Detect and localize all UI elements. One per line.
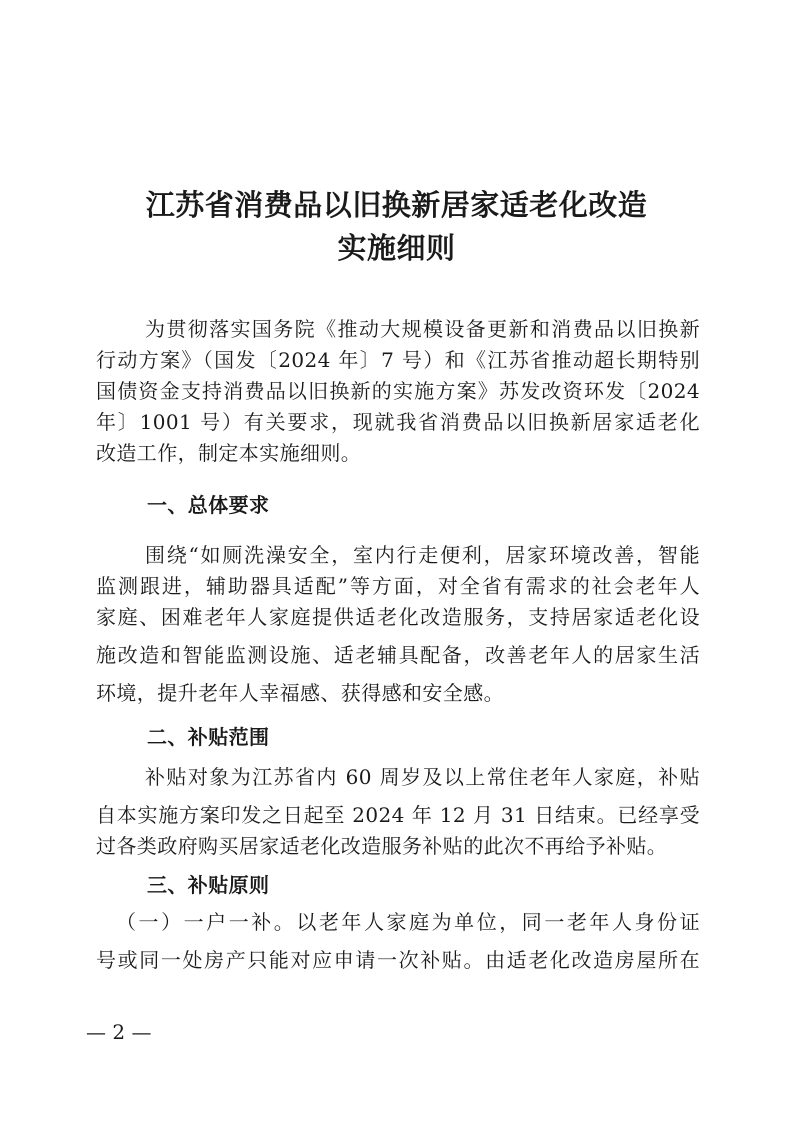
body-line: （一）一户一补。以老年人家庭为单位，同一老年人身份证 [116, 910, 700, 934]
body-line: 围绕“如厕洗澡安全，室内行走便利，居家环境改善，智能 [145, 543, 700, 567]
section-heading-subsidy-principles: 三、补贴原则 [147, 873, 270, 897]
page-number: — 2 — [86, 1020, 152, 1044]
intro-line: 国债资金支持消费品以旧换新的实施方案》苏发改资环发〔2024 [96, 379, 700, 403]
intro-line: 行动方案》（国发〔2024 年〕7 号）和《江苏省推动超长期特别 [96, 348, 700, 372]
body-line: 家庭、困难老年人家庭提供适老化改造服务，支持居家适老化设 [96, 605, 700, 629]
section-heading-subsidy-scope: 二、补贴范围 [147, 725, 270, 749]
section-heading-general-requirements: 一、总体要求 [147, 493, 270, 517]
intro-line: 为贯彻落实国务院《推动大规模设备更新和消费品以旧换新 [145, 317, 700, 341]
body-line: 补贴对象为江苏省内 60 周岁及以上常住老年人家庭，补贴 [145, 765, 700, 789]
body-line: 施改造和智能监测设施、适老辅具配备，改善老年人的居家生活 [96, 643, 700, 667]
body-line: 号或同一处房产只能对应申请一次补贴。由适老化改造房屋所在 [96, 948, 700, 972]
intro-line: 改造工作，制定本实施细则。 [96, 441, 362, 465]
document-title-line-2: 实施细则 [337, 231, 456, 265]
intro-line: 年〕1001 号）有关要求，现就我省消费品以旧换新居家适老化 [96, 410, 700, 434]
body-line: 环境，提升老年人幸福感、获得感和安全感。 [96, 681, 504, 705]
body-line: 自本实施方案印发之日起至 2024 年 12 月 31 日结束。已经享受 [96, 803, 700, 827]
document-title-line-1: 江苏省消费品以旧换新居家适老化改造 [145, 188, 648, 222]
body-line: 过各类政府购买居家适老化改造服务补贴的此次不再给予补贴。 [96, 834, 668, 858]
body-line: 监测跟进，辅助器具适配”等方面，对全省有需求的社会老年人 [96, 574, 700, 598]
